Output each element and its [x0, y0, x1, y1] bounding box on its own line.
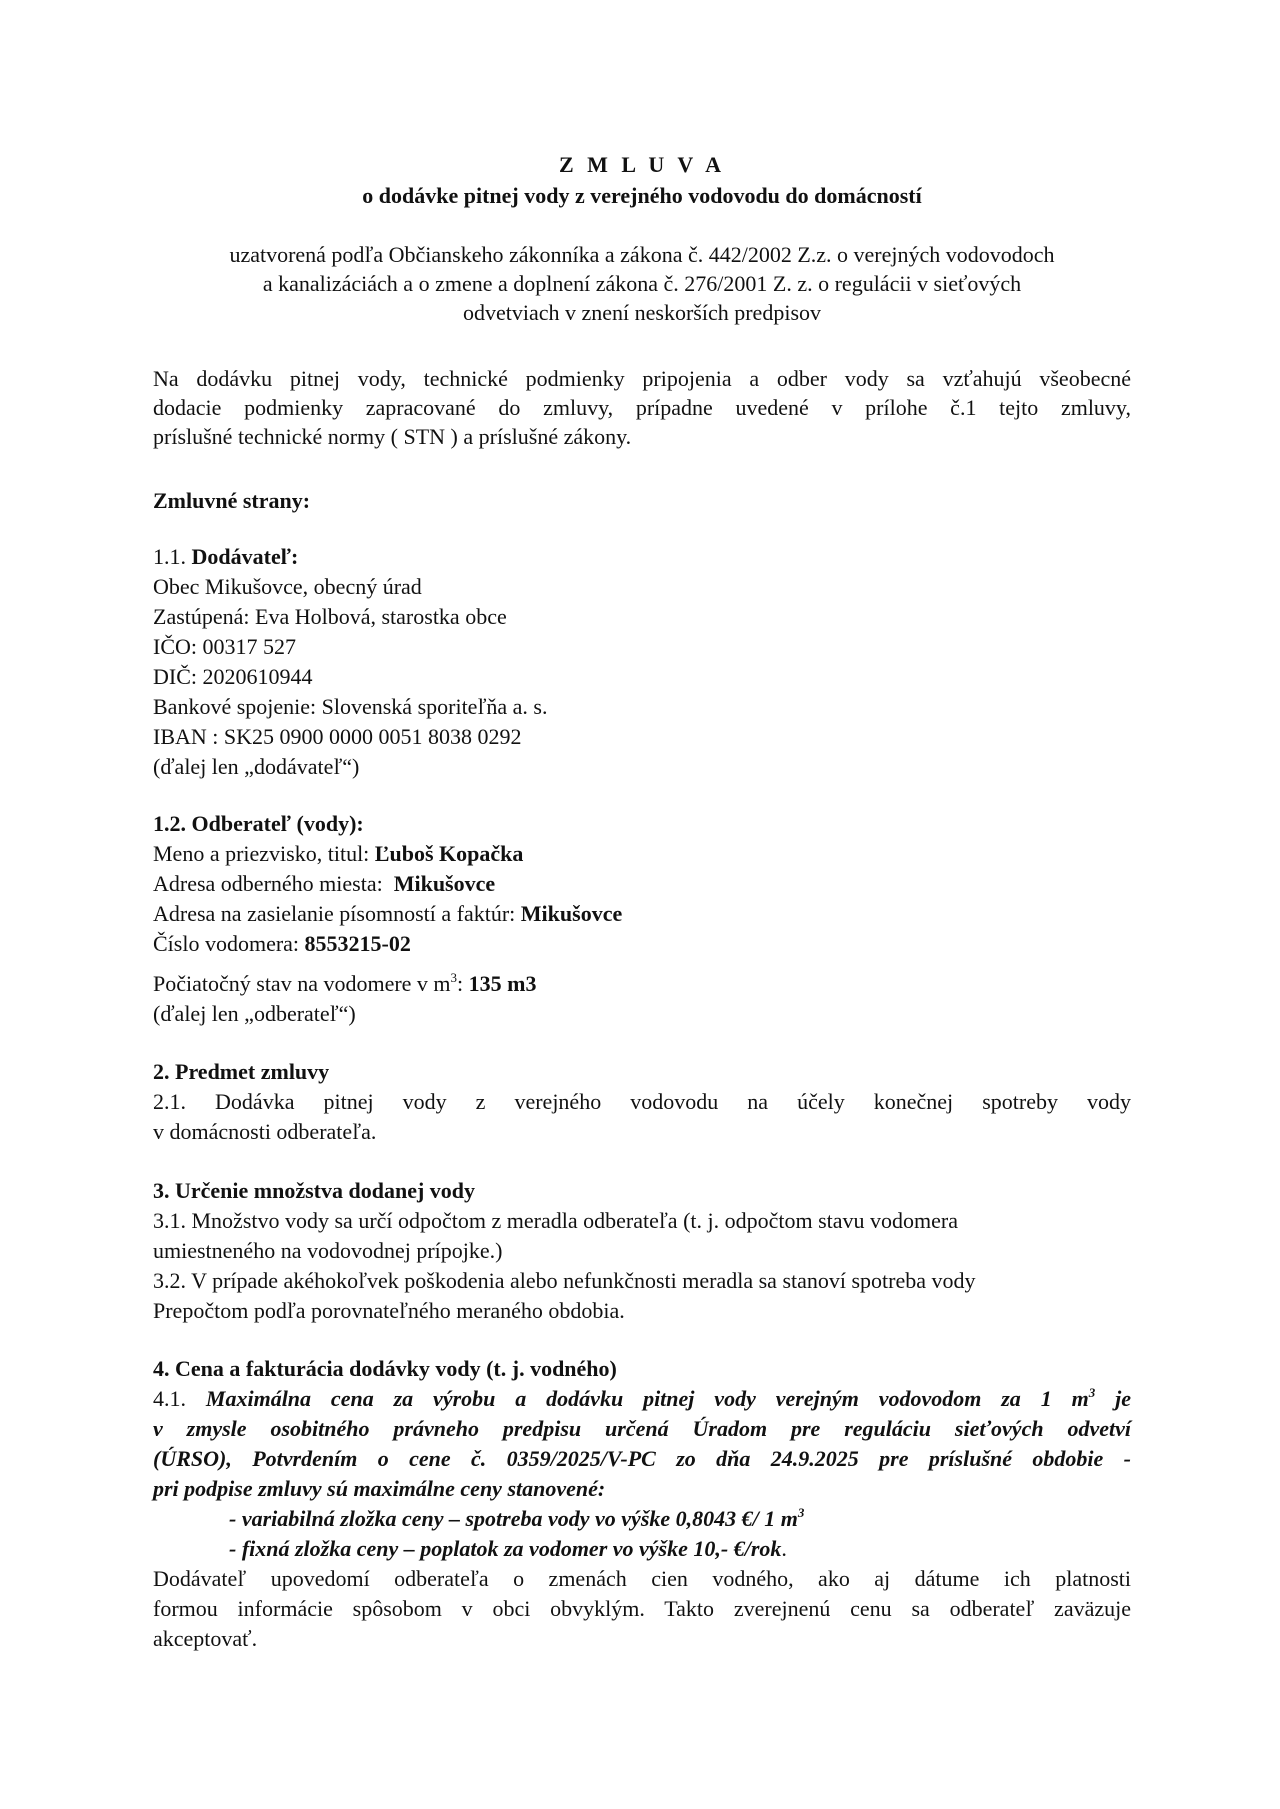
parties-heading: Zmluvné strany:: [153, 488, 311, 513]
price-variable-text: - variabilná zložka ceny – spotreba vody vo výške 0,8043 €/ 1 m: [229, 1506, 798, 1531]
intro-line: Na dodávku pitnej vody, technické podmienky pripojenia a odber vody sa vzťahujú všeobecné: [153, 366, 1131, 391]
supplier-ico: IČO: 00317 527: [153, 634, 296, 659]
superscript: 3: [1088, 1385, 1096, 1400]
customer-site-value: Mikušovce: [393, 871, 496, 896]
section3-line: umiestneného na vodovodnej prípojke.): [153, 1238, 503, 1263]
section3-heading: 3. Určenie množstva dodanej vody: [153, 1178, 476, 1203]
customer-name-label: Meno a priezvisko, titul:: [153, 841, 375, 866]
section3-line: Prepočtom podľa porovnateľného meraného obdobia.: [153, 1298, 625, 1323]
section2-line: 2.1. Dodávka pitnej vody z verejného vodovodu na účely konečnej spotreby vody: [153, 1089, 1131, 1114]
customer-site-row: [153, 869, 495, 899]
price-fixed-text: - fixná zložka ceny – poplatok za vodomer vo výške 10,- €/rok: [229, 1536, 782, 1561]
legal-basis-line: uzatvorená podľa Občianskeho zákonníka a zákona č. 442/2002 Z.z. o verejných vodovodoch: [229, 242, 1055, 267]
legal-basis-line: a kanalizáciách a o zmene a doplnení zákona č. 276/2001 Z. z. o regulácii v sieťových: [262, 271, 1022, 296]
section4-p41-line: [153, 1384, 1131, 1414]
p41-number: 4.1.: [153, 1386, 206, 1411]
superscript: 3: [797, 1505, 805, 1520]
notice-line: formou informácie spôsobom v obci obvyklým. Takto zverejnenú cenu sa odberateľ zaväzuje: [153, 1596, 1131, 1621]
document-title: Z M L U V A: [558, 152, 726, 177]
p41-text-end: je: [1095, 1386, 1131, 1411]
price-fixed: [229, 1534, 787, 1564]
supplier-name: Obec Mikušovce, obecný úrad: [153, 574, 422, 599]
section3-line: 3.1. Množstvo vody sa určí odpočtom z meradla odberateľa (t. j. odpočtom stavu vodomera: [153, 1208, 959, 1233]
customer-mail-row: [153, 899, 622, 929]
section4-p41-line: v zmysle osobitného právneho predpisu určená Úradom pre reguláciu sieťových odvetví: [153, 1416, 1131, 1441]
colon: :: [457, 971, 469, 996]
notice-line: akceptovať.: [153, 1626, 258, 1651]
legal-basis-line: odvetviach v znení neskorších predpisov: [462, 300, 821, 325]
intro-line: príslušné technické normy ( STN ) a príslušné zákony.: [153, 424, 632, 449]
customer-name-row: [153, 839, 523, 869]
supplier-iban: IBAN : SK25 0900 0000 0051 8038 0292: [153, 724, 522, 749]
section3-line: 3.2. V prípade akéhokoľvek poškodenia alebo nefunkčnosti meradla sa stanoví spotreba vody: [153, 1268, 976, 1293]
customer-initial-value: 135 m3: [468, 971, 537, 996]
customer-initial-label: Počiatočný stav na vodomere v m: [153, 971, 451, 996]
customer-alias: (ďalej len „odberateľ“): [153, 1001, 356, 1026]
section4-p41-line: (ÚRSO), Potvrdením o cene č. 0359/2025/V-PC zo dňa 24.9.2025 pre príslušné obdobie -: [153, 1446, 1131, 1471]
supplier-heading: [153, 542, 298, 572]
customer-initial-row: [153, 969, 537, 999]
customer-heading: 1.2. Odberateľ (vody):: [153, 811, 364, 836]
supplier-dic: DIČ: 2020610944: [153, 664, 313, 689]
customer-meter-row: [153, 929, 411, 959]
notice-line: Dodávateľ upovedomí odberateľa o zmenách cien vodného, ako aj dátume ich platnosti: [153, 1566, 1131, 1591]
customer-meter-value: 8553215-02: [304, 931, 411, 956]
supplier-number: 1.1.: [153, 544, 186, 569]
period: .: [781, 1536, 787, 1561]
customer-mail-label: Adresa na zasielanie písomností a faktúr:: [153, 901, 521, 926]
intro-line: dodacie podmienky zapracované do zmluvy, prípadne uvedené v prílohe č.1 tejto zmluvy,: [153, 395, 1131, 420]
p41-text: Maximálna cena za výrobu a dodávku pitnej vody verejným vodovodom za 1 m: [205, 1386, 1089, 1411]
customer-name-value: Ľuboš Kopačka: [374, 841, 524, 866]
price-variable: [229, 1504, 804, 1534]
supplier-alias: (ďalej len „dodávateľ“): [153, 754, 360, 779]
supplier-representative: Zastúpená: Eva Holbová, starostka obce: [153, 604, 507, 629]
customer-mail-value: Mikušovce: [520, 901, 623, 926]
customer-meter-label: Číslo vodomera:: [153, 931, 305, 956]
section2-heading: 2. Predmet zmluvy: [153, 1059, 330, 1084]
section4-p41-line: pri podpise zmluvy sú maximálne ceny stanovené:: [153, 1476, 606, 1501]
section2-line: v domácnosti odberateľa.: [153, 1119, 377, 1144]
superscript: 3: [450, 970, 458, 985]
supplier-heading-label: Dodávateľ:: [191, 544, 299, 569]
customer-site-label: Adresa odberného miesta:: [153, 871, 394, 896]
supplier-bank: Bankové spojenie: Slovenská sporiteľňa a. s.: [153, 694, 548, 719]
document-subtitle: o dodávke pitnej vody z verejného vodovodu do domácností: [362, 183, 922, 208]
section4-heading: 4. Cena a fakturácia dodávky vody (t. j. vodného): [153, 1356, 617, 1381]
